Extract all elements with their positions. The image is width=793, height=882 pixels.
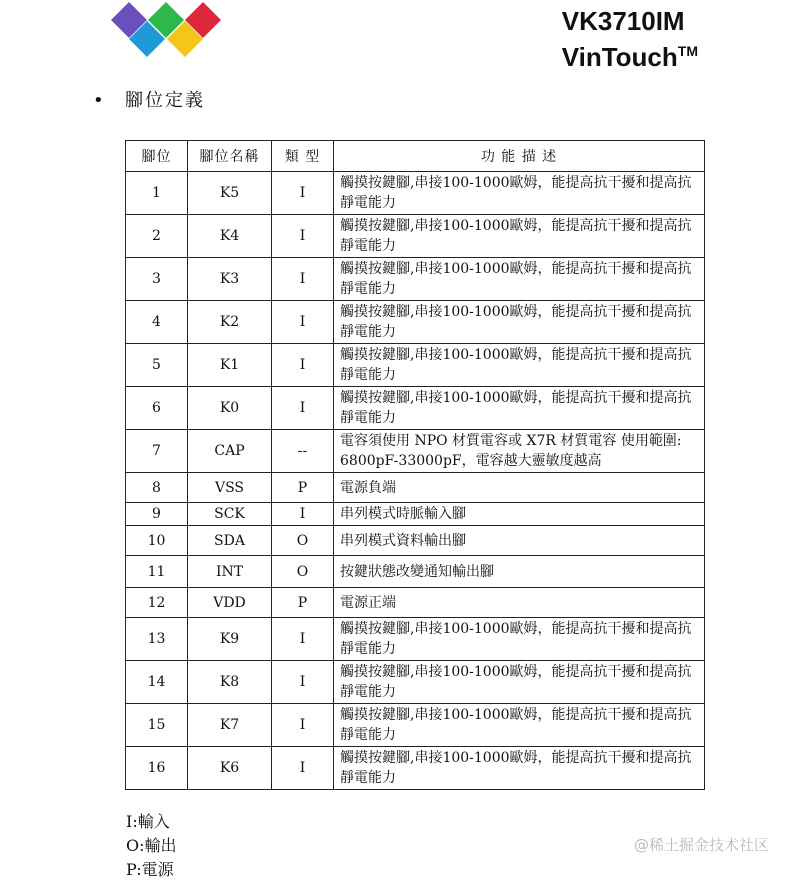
- pin-name: K5: [188, 172, 272, 215]
- pin-number: 13: [126, 618, 188, 661]
- pin-type: I: [272, 747, 334, 790]
- pin-name: K1: [188, 344, 272, 387]
- legend-output: O:輸出: [126, 836, 177, 855]
- type-legend: [126, 810, 177, 882]
- pin-name: K3: [188, 258, 272, 301]
- brand-block: [562, 6, 698, 72]
- pin-name: K6: [188, 747, 272, 790]
- pin-name: INT: [188, 556, 272, 588]
- company-logo: [107, 0, 227, 60]
- pin-name: K9: [188, 618, 272, 661]
- pin-type: O: [272, 526, 334, 556]
- pin-number: 10: [126, 526, 188, 556]
- table-row: [126, 618, 705, 661]
- table-row: [126, 344, 705, 387]
- pin-description: 觸摸按鍵腳,串接100-1000歐姆，能提高抗干擾和提高抗靜電能力: [334, 704, 705, 747]
- model-number: VK3710IM: [561, 6, 685, 36]
- pin-description: 電源正端: [334, 588, 705, 618]
- pin-name: VSS: [188, 473, 272, 503]
- trademark-mark: TM: [677, 43, 698, 59]
- pin-name: CAP: [188, 430, 272, 473]
- pin-description: 電源負端: [334, 473, 705, 503]
- table-row: [126, 473, 705, 503]
- table-row: [126, 172, 705, 215]
- pin-type: I: [272, 387, 334, 430]
- table-row: [126, 556, 705, 588]
- legend-power: P:電源: [126, 860, 174, 879]
- pin-type: I: [272, 301, 334, 344]
- pin-name: SCK: [188, 503, 272, 526]
- table-row: [126, 526, 705, 556]
- table-row: [126, 661, 705, 704]
- pin-description: 觸摸按鍵腳,串接100-1000歐姆，能提高抗干擾和提高抗靜電能力: [334, 344, 705, 387]
- header-description: 功 能 描 述: [334, 141, 705, 172]
- table-row: [126, 430, 705, 473]
- product-name-text: VinTouch: [561, 42, 678, 72]
- pin-description: 串列模式資料輸出腳: [334, 526, 705, 556]
- table-body: [126, 172, 705, 790]
- header-pin-name: 腳位名稱: [188, 141, 272, 172]
- header-type: 類 型: [272, 141, 334, 172]
- table-row: [126, 588, 705, 618]
- table-row: [126, 747, 705, 790]
- header-pin: 腳位: [126, 141, 188, 172]
- pin-name: K0: [188, 387, 272, 430]
- pin-description: 觸摸按鍵腳,串接100-1000歐姆，能提高抗干擾和提高抗靜電能力: [334, 215, 705, 258]
- bullet-icon: •: [93, 90, 106, 111]
- pin-type: P: [272, 473, 334, 503]
- pin-type: P: [272, 588, 334, 618]
- pin-number: 4: [126, 301, 188, 344]
- pin-number: 16: [126, 747, 188, 790]
- pin-name: K8: [188, 661, 272, 704]
- pin-name: K2: [188, 301, 272, 344]
- pin-description: 觸摸按鍵腳,串接100-1000歐姆，能提高抗干擾和提高抗靜電能力: [334, 301, 705, 344]
- pin-description: 觸摸按鍵腳,串接100-1000歐姆，能提高抗干擾和提高抗靜電能力: [334, 172, 705, 215]
- pin-description: 串列模式時脈輸入腳: [334, 503, 705, 526]
- pin-description: 觸摸按鍵腳,串接100-1000歐姆，能提高抗干擾和提高抗靜電能力: [334, 661, 705, 704]
- pin-name: SDA: [188, 526, 272, 556]
- pin-type: O: [272, 556, 334, 588]
- pin-name: K7: [188, 704, 272, 747]
- section-title: 腳位定義: [125, 90, 205, 111]
- pin-name: VDD: [188, 588, 272, 618]
- pin-number: 11: [126, 556, 188, 588]
- pin-number: 3: [126, 258, 188, 301]
- pin-type: I: [272, 661, 334, 704]
- pin-definition-table: [125, 140, 705, 790]
- pin-description: 觸摸按鍵腳,串接100-1000歐姆，能提高抗干擾和提高抗靜電能力: [334, 387, 705, 430]
- pin-description: 按鍵狀態改變通知輸出腳: [334, 556, 705, 588]
- pin-type: I: [272, 344, 334, 387]
- pin-number: 2: [126, 215, 188, 258]
- pin-number: 12: [126, 588, 188, 618]
- table-row: [126, 704, 705, 747]
- pin-type: I: [272, 215, 334, 258]
- watermark: @稀土掘金技术社区: [633, 836, 769, 854]
- table-row: [126, 387, 705, 430]
- pin-type: I: [272, 618, 334, 661]
- pin-number: 5: [126, 344, 188, 387]
- pin-number: 8: [126, 473, 188, 503]
- table-row: [126, 258, 705, 301]
- pin-description: 觸摸按鍵腳,串接100-1000歐姆，能提高抗干擾和提高抗靜電能力: [334, 618, 705, 661]
- pin-description: 電容須使用 NPO 材質電容或 X7R 材質電容 使用範圍: 6800pF-33000pF，電容越大靈敏度越高: [334, 430, 705, 473]
- pin-number: 1: [126, 172, 188, 215]
- section-heading: [93, 86, 205, 112]
- pin-name: K4: [188, 215, 272, 258]
- pin-description: 觸摸按鍵腳,串接100-1000歐姆，能提高抗干擾和提高抗靜電能力: [334, 258, 705, 301]
- pin-number: 6: [126, 387, 188, 430]
- pin-type: I: [272, 258, 334, 301]
- pin-number: 14: [126, 661, 188, 704]
- legend-input: I:輸入: [126, 812, 170, 831]
- pin-description: 觸摸按鍵腳,串接100-1000歐姆，能提高抗干擾和提高抗靜電能力: [334, 747, 705, 790]
- pin-type: I: [272, 172, 334, 215]
- table-row: [126, 301, 705, 344]
- table-row: [126, 503, 705, 526]
- pin-number: 9: [126, 503, 188, 526]
- pin-number: 15: [126, 704, 188, 747]
- table-header-row: [126, 141, 705, 172]
- pin-type: --: [272, 430, 334, 473]
- pin-number: 7: [126, 430, 188, 473]
- pin-type: I: [272, 704, 334, 747]
- product-name: [562, 36, 698, 72]
- table-row: [126, 215, 705, 258]
- pin-type: I: [272, 503, 334, 526]
